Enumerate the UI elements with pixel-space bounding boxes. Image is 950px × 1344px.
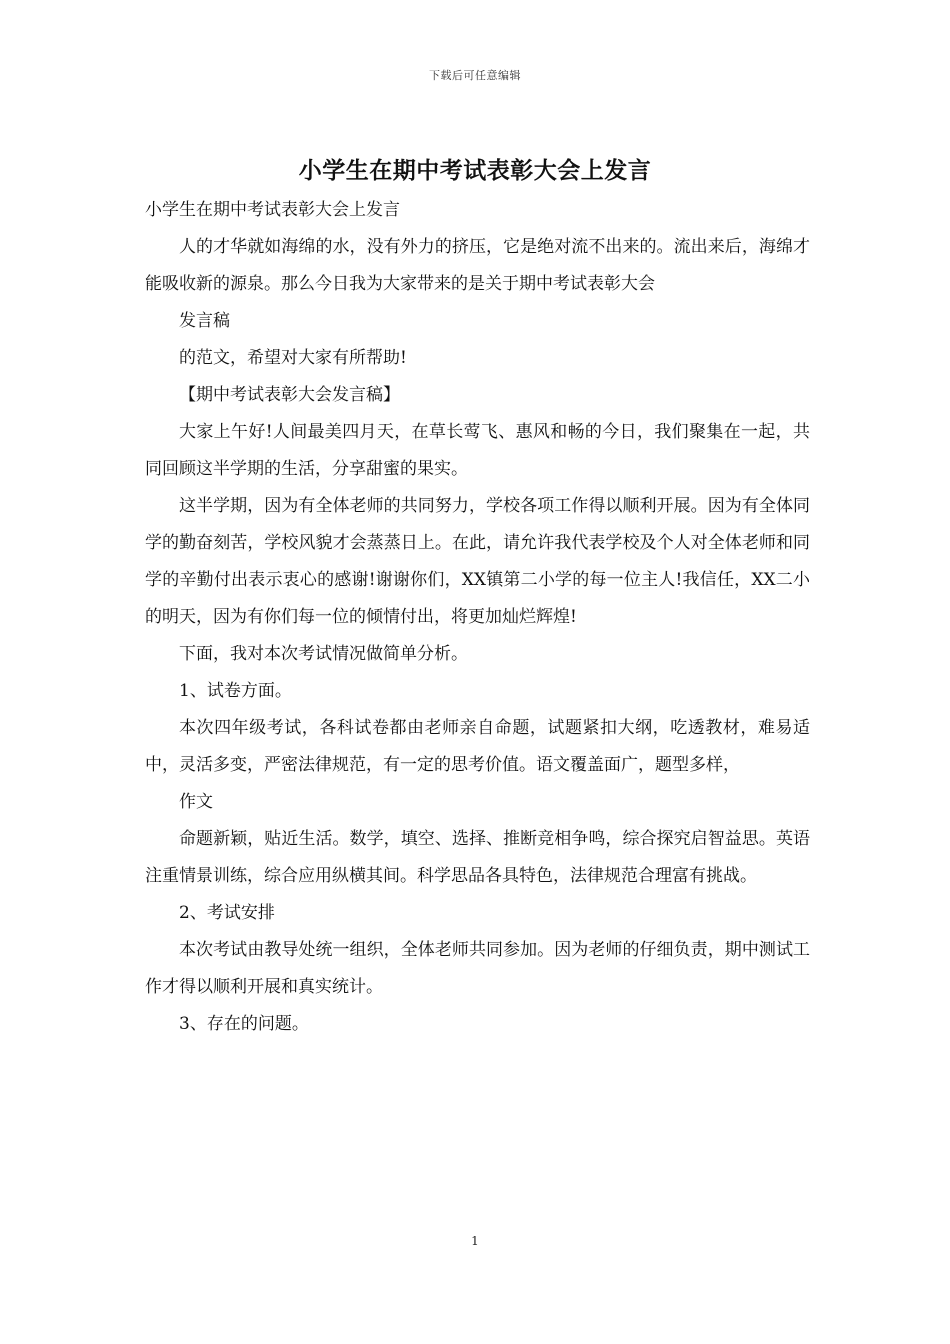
paragraph: 这半学期，因为有全体老师的共同努力，学校各项工作得以顺利开展。因为有全体同学的勤奋刻苦，学校风貌才会蒸蒸日上。在此，请允许我代表学校及个人对全体老师和同学的辛勤付出表示衷心的感谢!谢谢你们，XX镇第二小学的每一位主人!我信任，XX二小的明天，因为有你们每一位的倾情付出，将更加灿烂辉煌! <box>145 496 810 627</box>
document-title: 小学生在期中考试表彰大会上发言 <box>298 157 652 184</box>
paragraph-subtitle: 小学生在期中考试表彰大会上发言 <box>145 200 400 220</box>
paragraph: 的范文，希望对大家有所帮助! <box>179 348 407 368</box>
paragraph: 作文 <box>179 792 213 812</box>
paragraph-numbered-heading: 1、试卷方面。 <box>179 681 292 701</box>
paragraph: 下面，我对本次考试情况做简单分析。 <box>179 644 468 664</box>
paragraph: 本次考试由教导处统一组织，全体老师共同参加。因为老师的仔细负责，期中测试工作才得以顺利开展和真实统计。 <box>145 940 810 997</box>
paragraph-numbered-heading: 3、存在的问题。 <box>179 1014 309 1034</box>
paragraph: 人的才华就如海绵的水，没有外力的挤压，它是绝对流不出来的。流出来后，海绵才能吸收新的源泉。那么今日我为大家带来的是关于期中考试表彰大会 <box>145 237 810 294</box>
paragraph: 发言稿 <box>179 311 230 331</box>
page-number: 1 <box>471 1234 479 1248</box>
paragraph: 本次四年级考试，各科试卷都由老师亲自命题，试题紧扣大纲，吃透教材，难易适中，灵活多变，严密法律规范，有一定的思考价值。语文覆盖面广，题型多样， <box>145 718 810 775</box>
paragraph-section-heading: 【期中考试表彰大会发言稿】 <box>179 385 400 405</box>
paragraph-numbered-heading: 2、考试安排 <box>179 903 275 923</box>
document-body <box>145 192 810 1043</box>
paragraph: 大家上午好!人间最美四月天，在草长莺飞、惠风和畅的今日，我们聚集在一起，共同回顾这半学期的生活，分享甜蜜的果实。 <box>145 422 810 479</box>
header-note: 下载后可任意编辑 <box>429 69 521 82</box>
paragraph: 命题新颖，贴近生活。数学，填空、选择、推断竞相争鸣，综合探究启智益思。英语注重情景训练，综合应用纵横其间。科学思品各具特色，法律规范合理富有挑战。 <box>145 829 810 886</box>
